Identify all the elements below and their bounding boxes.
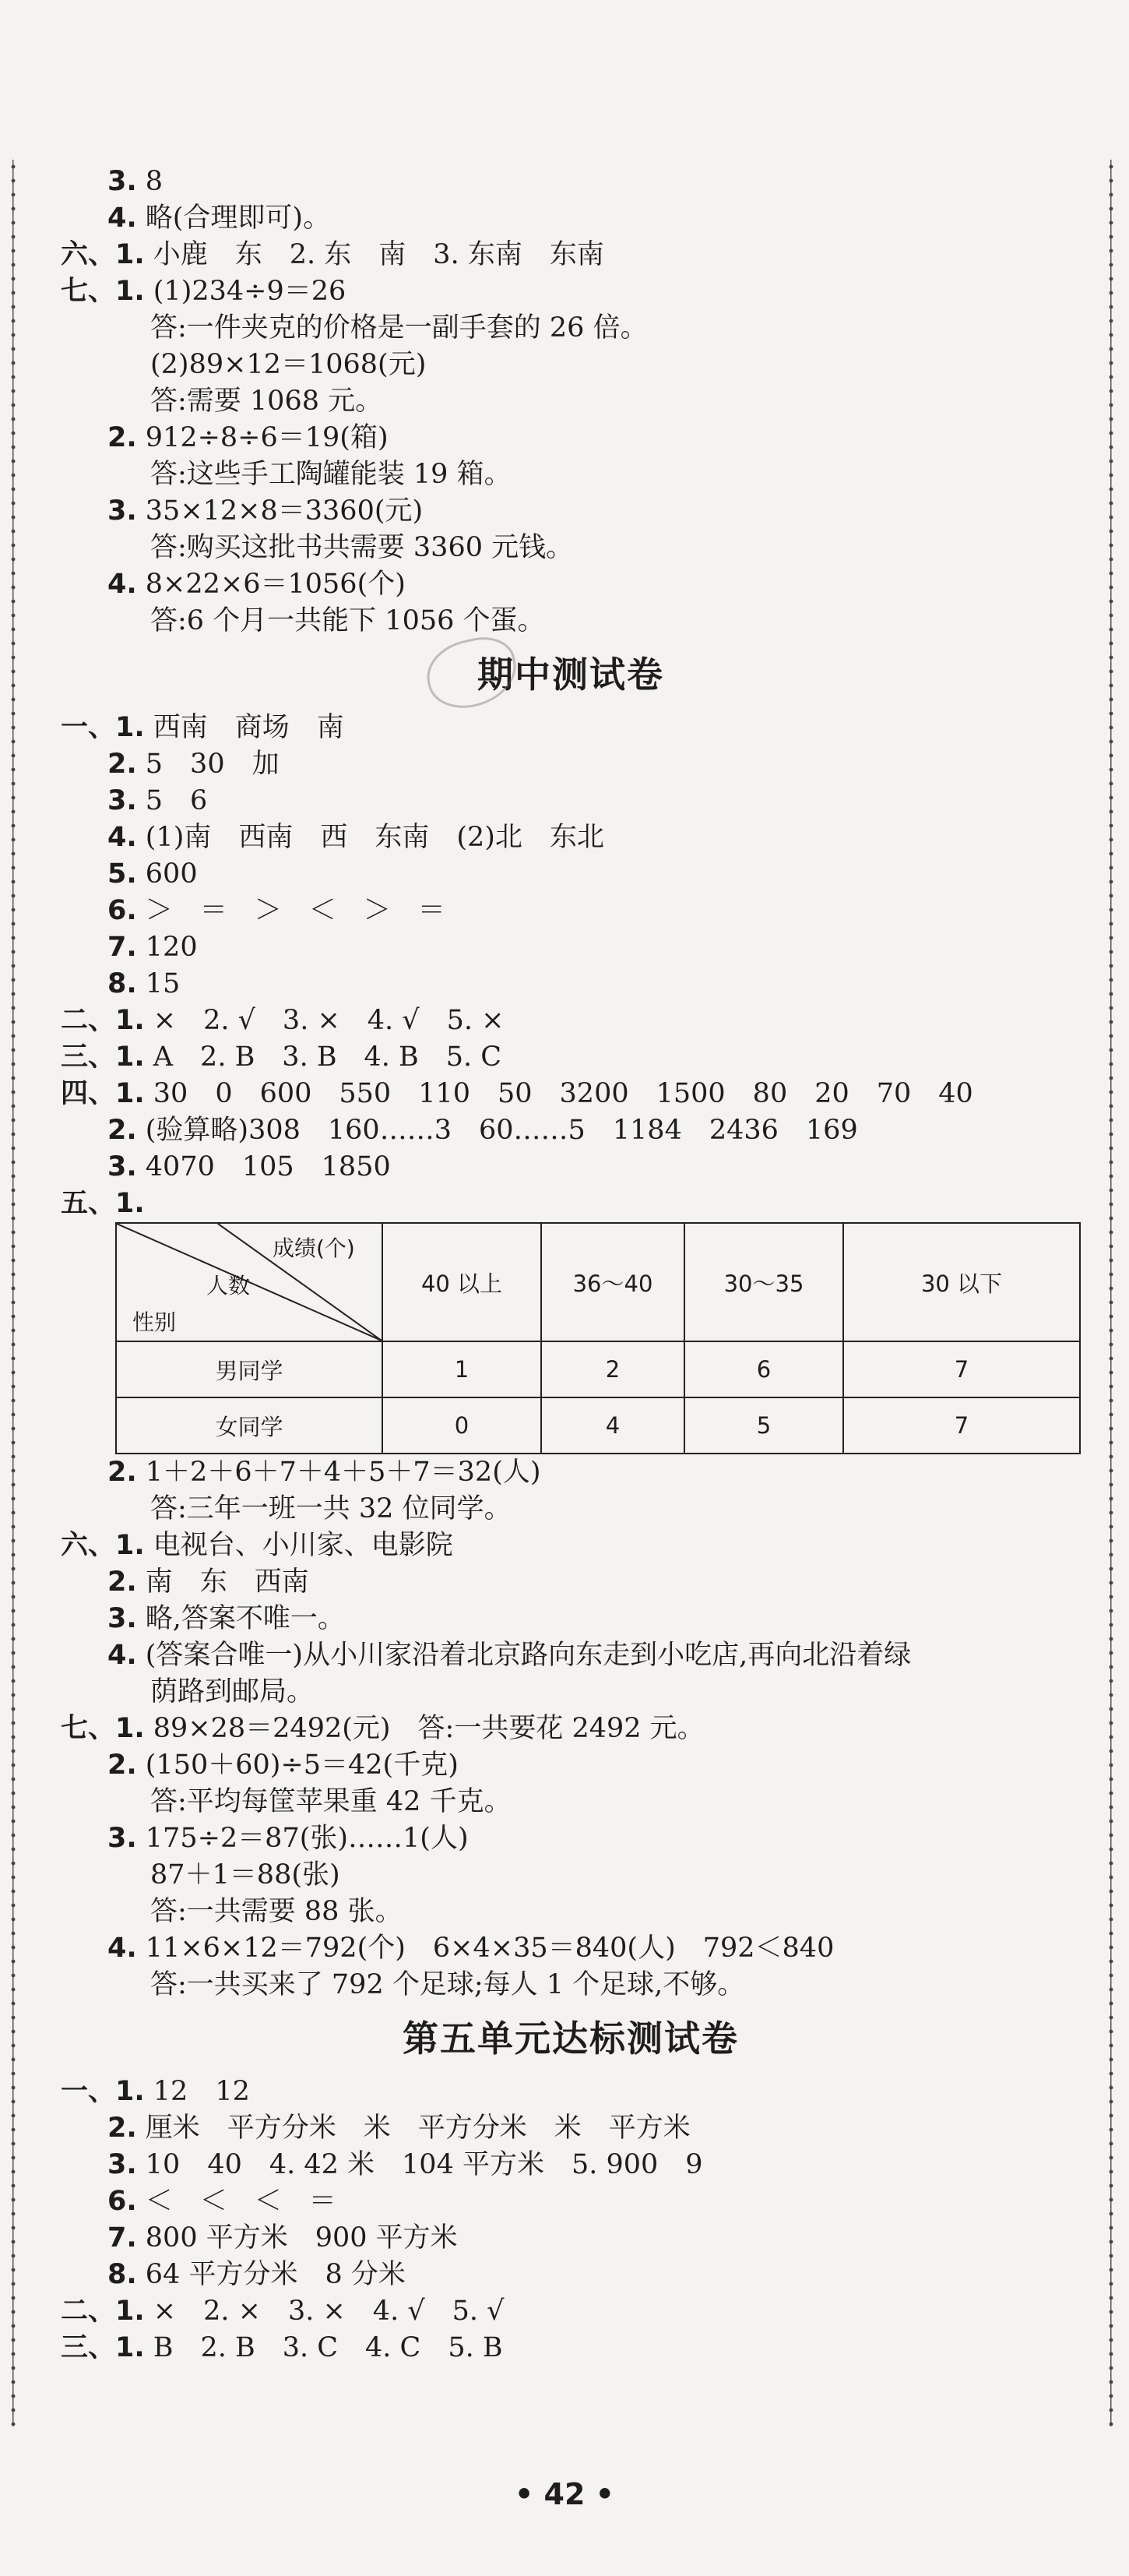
answer-text: 600 xyxy=(136,858,198,890)
question-number: 一、1. xyxy=(61,712,145,743)
table-cell: 7 xyxy=(843,1397,1080,1454)
question-number: 七、1. xyxy=(61,276,145,307)
answer-line xyxy=(61,1039,1081,1076)
question-number: 2. xyxy=(107,1457,137,1488)
question-number: 三、1. xyxy=(61,1041,145,1073)
table-row xyxy=(116,1397,1080,1454)
answer-text: (1)234÷9＝26 xyxy=(144,276,346,307)
question-number: 6. xyxy=(107,895,137,926)
question-number: 3. xyxy=(107,166,137,197)
answer-line xyxy=(61,893,1081,929)
answer-text: (150＋60)÷5＝42(千克) xyxy=(136,1750,459,1781)
answer-line xyxy=(61,1491,1081,1528)
answer-line xyxy=(61,566,1081,603)
answer-text: 答:一共买来了 792 个足球;每人 1 个足球,不够。 xyxy=(150,1969,745,2000)
answer-line xyxy=(61,273,1081,310)
answer-line xyxy=(61,1967,1081,2003)
answer-line xyxy=(61,2257,1081,2293)
answer-text: 答:三年一班一共 32 位同学。 xyxy=(150,1493,512,1524)
question-number: 2. xyxy=(107,422,137,453)
question-number: 4. xyxy=(107,203,137,234)
answer-text: 1＋2＋6＋7＋4＋5＋7＝32(人) xyxy=(136,1457,541,1488)
answer-text: A 2. B 3. B 4. B 5. C xyxy=(144,1041,502,1073)
answer-text: (验算略)308 160……3 60……5 1184 2436 169 xyxy=(136,1115,858,1146)
question-number: 三、1. xyxy=(61,2332,145,2363)
answer-line xyxy=(61,783,1081,819)
answer-line xyxy=(61,1820,1081,1857)
answer-line xyxy=(61,1003,1081,1039)
question-number: 2. xyxy=(107,1750,137,1781)
answer-text: 5 6 xyxy=(136,785,208,816)
question-number: 2. xyxy=(107,1115,137,1146)
answer-text: 5 30 加 xyxy=(136,749,280,780)
answer-line xyxy=(61,1564,1081,1601)
question-number: 3. xyxy=(107,785,137,816)
answer-text: (答案合唯一)从小川家沿着北京路向东走到小吃店,再向北沿着绿 xyxy=(136,1640,912,1671)
question-number: 二、1. xyxy=(61,2296,145,2327)
answer-text: 厘米 平方分米 米 平方分米 米 平方米 xyxy=(136,2113,691,2144)
header-cell: 36～40 xyxy=(541,1223,684,1341)
row-label: 女同学 xyxy=(116,1397,382,1454)
midterm-title: 期中测试卷 xyxy=(61,640,1081,710)
answer-text: 答:6 个月一共能下 1056 个蛋。 xyxy=(150,605,545,636)
answer-text: 答:平均每筐苹果重 42 千克。 xyxy=(150,1786,512,1817)
answer-line xyxy=(61,1454,1081,1491)
answer-text: 89×28＝2492(元) 答:一共要花 2492 元。 xyxy=(144,1713,705,1744)
answer-line xyxy=(61,2110,1081,2147)
answer-line xyxy=(61,966,1081,1003)
question-number: 3. xyxy=(107,2149,137,2180)
answer-line xyxy=(61,493,1081,530)
answer-text: (1)南 西南 西 东南 (2)北 东北 xyxy=(136,822,604,853)
answer-text: 西南 商场 南 xyxy=(144,712,344,743)
answer-line xyxy=(61,200,1081,237)
table-corner-cell xyxy=(116,1223,382,1341)
answer-line xyxy=(61,929,1081,966)
answer-line xyxy=(61,1186,1081,1222)
question-number: 二、1. xyxy=(61,1005,145,1036)
answer-text: 912÷8÷6＝19(箱) xyxy=(136,422,389,453)
answer-line xyxy=(61,2074,1081,2110)
answer-line xyxy=(61,347,1081,383)
answer-text: 64 平方分米 8 分米 xyxy=(136,2259,406,2290)
answer-line xyxy=(61,456,1081,493)
decorative-border-right xyxy=(1106,160,1117,2426)
table-cell: 5 xyxy=(684,1397,843,1454)
answer-line xyxy=(61,1930,1081,1967)
header-cell: 30～35 xyxy=(684,1223,843,1341)
table-row xyxy=(116,1341,1080,1397)
question-number: 五、1. xyxy=(61,1188,145,1219)
answer-line xyxy=(61,2183,1081,2220)
question-number: 4. xyxy=(107,569,137,600)
question-number: 6. xyxy=(107,2186,137,2217)
answer-line xyxy=(61,1711,1081,1747)
table-cell: 4 xyxy=(541,1397,684,1454)
answer-text: 15 xyxy=(136,968,181,999)
answer-line xyxy=(61,856,1081,893)
table-cell: 0 xyxy=(382,1397,541,1454)
question-number: 2. xyxy=(107,749,137,780)
question-number: 六、1. xyxy=(61,1530,145,1561)
section-midterm-continued xyxy=(61,1454,1081,2003)
answer-text: 答:这些手工陶罐能装 19 箱。 xyxy=(150,459,512,490)
row-label: 男同学 xyxy=(116,1341,382,1397)
question-number: 3. xyxy=(107,1603,137,1634)
section-previous-answers xyxy=(61,164,1081,640)
corner-label-count: 人数 xyxy=(206,1273,251,1299)
answer-line xyxy=(61,1112,1081,1149)
answer-text: 8 xyxy=(136,166,164,197)
answer-text: 10 40 4. 42 米 104 平方米 5. 900 9 xyxy=(136,2149,703,2180)
answer-line xyxy=(61,819,1081,856)
answer-line xyxy=(61,746,1081,783)
question-number: 3. xyxy=(107,495,137,527)
question-number: 4. xyxy=(107,1640,137,1671)
answer-line xyxy=(61,420,1081,456)
page-number: • 42 • xyxy=(515,2477,614,2511)
question-number: 四、1. xyxy=(61,1078,145,1109)
table-header-row xyxy=(116,1223,1080,1341)
answer-text: 12 12 xyxy=(144,2076,250,2107)
answer-line xyxy=(61,2330,1081,2366)
answer-line xyxy=(61,530,1081,566)
answer-line xyxy=(61,1076,1081,1112)
answer-text: 荫路到邮局。 xyxy=(150,1676,315,1707)
question-number: 3. xyxy=(107,1151,137,1182)
header-cell: 30 以下 xyxy=(843,1223,1080,1341)
answer-line xyxy=(61,1149,1081,1186)
answer-text: 答:一件夹克的价格是一副手套的 26 倍。 xyxy=(150,312,648,344)
section-unit5 xyxy=(61,2074,1081,2366)
question-number: 3. xyxy=(107,1823,137,1854)
answer-line xyxy=(61,237,1081,273)
answer-text: 120 xyxy=(136,932,198,963)
table-cell: 6 xyxy=(684,1341,843,1397)
question-number: 2. xyxy=(107,2113,137,2144)
question-number: 4. xyxy=(107,1933,137,1964)
header-cell: 40 以上 xyxy=(382,1223,541,1341)
answer-line xyxy=(61,1747,1081,1784)
answer-line xyxy=(61,1637,1081,1674)
question-number: 一、1. xyxy=(61,2076,145,2107)
answer-text: (2)89×12＝1068(元) xyxy=(150,349,427,380)
answer-text: × 2. √ 3. × 4. √ 5. × xyxy=(144,1005,505,1036)
corner-label-score: 成绩(个) xyxy=(273,1235,355,1261)
answer-line xyxy=(61,2147,1081,2183)
answer-text: 11×6×12＝792(个) 6×4×35＝840(人) 792＜840 xyxy=(136,1933,835,1964)
score-table xyxy=(115,1222,1081,1454)
answer-text: × 2. × 3. × 4. √ 5. √ xyxy=(144,2296,505,2327)
answer-page xyxy=(61,164,1081,2366)
question-number: 4. xyxy=(107,822,137,853)
corner-label-gender: 性别 xyxy=(132,1309,177,1335)
stamp-mark xyxy=(420,631,522,715)
section-midterm xyxy=(61,710,1081,1222)
unit5-title: 第五单元达标测试卷 xyxy=(403,2017,739,2060)
answer-line xyxy=(61,1784,1081,1820)
answer-text: 略,答案不唯一。 xyxy=(136,1603,345,1634)
question-number: 7. xyxy=(107,2222,137,2254)
answer-text: 答:购买这批书共需要 3360 元钱。 xyxy=(150,532,574,563)
answer-text: 800 平方米 900 平方米 xyxy=(136,2222,458,2254)
answer-text: 8×22×6＝1056(个) xyxy=(136,569,406,600)
answer-line xyxy=(61,710,1081,746)
answer-line xyxy=(61,2220,1081,2257)
question-number: 7. xyxy=(107,932,137,963)
answer-text: 电视台、小川家、电影院 xyxy=(144,1530,453,1561)
answer-line xyxy=(61,1528,1081,1564)
table-cell: 2 xyxy=(541,1341,684,1397)
question-number: 8. xyxy=(107,968,137,999)
table-cell: 1 xyxy=(382,1341,541,1397)
answer-text: ＞ ＝ ＞ ＜ ＞ ＝ xyxy=(136,895,445,926)
answer-text: B 2. B 3. C 4. C 5. B xyxy=(144,2332,503,2363)
answer-text: 30 0 600 550 110 50 3200 1500 80 20 70 40 xyxy=(144,1078,973,1109)
answer-line xyxy=(61,1601,1081,1637)
answer-text: 答:需要 1068 元。 xyxy=(150,386,383,417)
answer-line xyxy=(61,1857,1081,1894)
question-number: 七、1. xyxy=(61,1713,145,1744)
question-number: 2. xyxy=(107,1566,137,1598)
decorative-border-left xyxy=(8,160,19,2426)
answer-text: 答:一共需要 88 张。 xyxy=(150,1896,403,1927)
question-number: 5. xyxy=(107,858,137,890)
answer-text: 小鹿 东 2. 东 南 3. 东南 东南 xyxy=(144,239,604,270)
answer-text: 南 东 西南 xyxy=(136,1566,309,1598)
question-number: 8. xyxy=(107,2259,137,2290)
answer-line xyxy=(61,2293,1081,2330)
table-cell: 7 xyxy=(843,1341,1080,1397)
answer-text: 87＋1＝88(张) xyxy=(150,1859,340,1891)
answer-line xyxy=(61,1894,1081,1930)
answer-line xyxy=(61,1674,1081,1711)
answer-text: 175÷2＝87(张)……1(人) xyxy=(136,1823,469,1854)
answer-text: ＜ ＜ ＜ ＝ xyxy=(136,2186,336,2217)
answer-line xyxy=(61,383,1081,420)
answer-text: 35×12×8＝3360(元) xyxy=(136,495,424,527)
answer-line xyxy=(61,603,1081,640)
answer-text: 4070 105 1850 xyxy=(136,1151,391,1182)
answer-text: 略(合理即可)。 xyxy=(136,203,331,234)
answer-line xyxy=(61,164,1081,200)
question-number: 六、1. xyxy=(61,239,145,270)
answer-line xyxy=(61,310,1081,347)
